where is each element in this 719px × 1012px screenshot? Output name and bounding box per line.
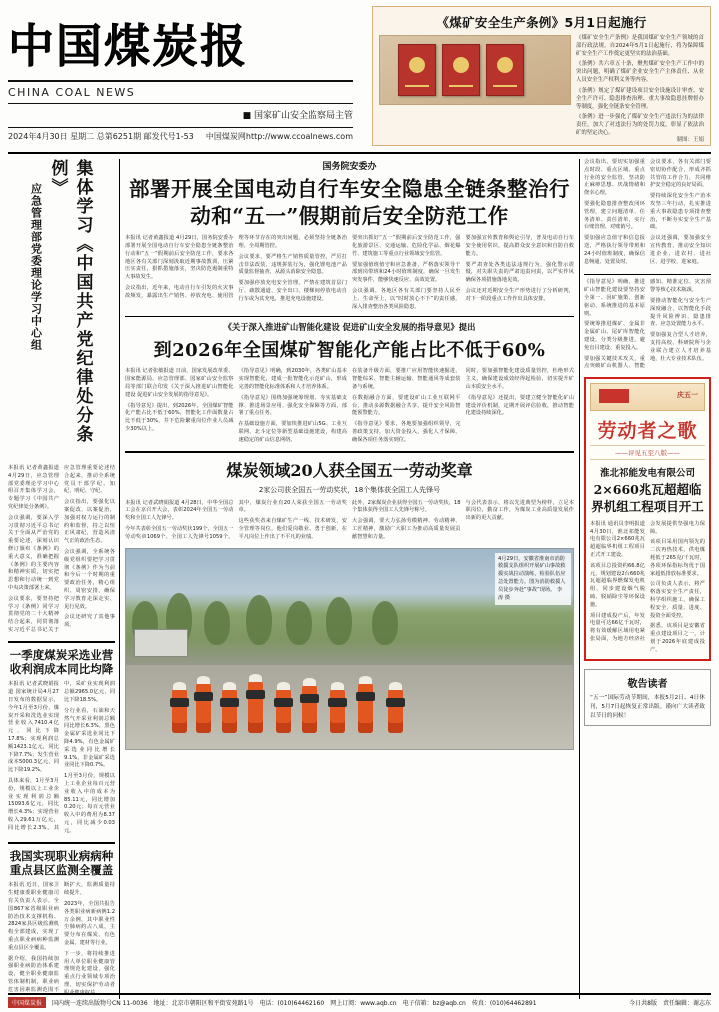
center-column [120,159,579,999]
flag-icon [599,389,629,403]
left-vertical-headline [8,159,115,459]
left-divider-1 [8,641,115,643]
right-article-body [584,159,711,269]
reader-notice-box [584,669,711,727]
paragraph: 会议要求，各有关部门要密切协作配合，形成齐抓共管的工作合力，共同维护安全稳定的良好局面。 [650,159,711,189]
paragraph: 《指导意见》还提出，要建立健全智能化矿山建设评价机制，定期开展评估验收，推动智能化建设持续深化。 [465,394,574,417]
paragraph: 会议指出，近年来，电动自行车引发的火灾事故频发，暴露出生产销售、停放充电、使用管理等环节存在的突出问题，必须坚持全链条治理、全周期管控。 [125,235,347,299]
promo-banner [590,383,705,411]
paragraph: 同时，要加强智能化建设质量管控，杜绝形式主义，确保建设成效经得起检验，切实提升矿山本质安全水平。 [465,368,574,391]
footer-divider [8,993,711,995]
photo-caption: 4月29日，安徽省淮南市消防救援支队组织开展矿山事故救援实战拉动演练，检验队伍应急处置能力。图为消防救援人员徒步奔赴“事故”现场。 李 涛 摄 [495,553,571,606]
masthead-rule-2 [8,103,353,104]
paragraph: 本报讯 近日，国家卫生健康委职业健康司有关负责人表示，全国867家省级职业病防治技术支撑机构、2824家县区级监测机构全部建成，实现了重点职业病病种监测重点县区全覆盖。 [8,882,59,951]
center-shoulder-line: 《关于深入推进矿山智能化建设 促进矿山安全发展的指导意见》提出 [223,322,476,333]
paragraph: 具体来看，1月至3月份，规模以上工业企业实现利润总额15093.6亿元，同比增长4.3%；实现营业收入29.61万亿元，同比增长2.3%。其中，采矿业实现利润总额2965.0亿元，同比下降18.5%。 [8,681,115,831]
center-divider-1 [125,316,574,317]
issue-date: 2024年4月30日 星期二 总第6251期 邮发代号1-53 [8,132,194,142]
paragraph: 此外，2家煤炭企业获得全国五一劳动奖状，18个集体获得全国工人先锋号称号。 [352,499,461,514]
paragraph: 要加强宣传教育和舆论引导，普及电动自行车安全使用常识，提高群众安全意识和自防自救能力。 [465,235,574,257]
paragraph: 《指导意见》明确，推进矿山智能化建设要坚持安全第一、因矿施策、创新驱动、系统推进的基本原则。 [584,279,645,317]
paragraph: 据悉，该项目是安徽省重点建设项目之一，计划于2026年底建成投产。 [650,623,705,653]
left-article3-body [8,882,115,997]
footer-item: 地址：北京市朝阳区和平街安苑路1号 [153,1000,254,1007]
paragraph: 要加强应急值守和信息报送，严格执行领导带班和24小时值班制度，确保信息畅通、处置及时。 [584,235,645,265]
paragraph: 公司负责人表示，将严格落实安全生产责任，科学组织施工，确保工程安全、质量、进度、投资全面受控。 [650,581,705,619]
paragraph: 1月至3月份，规模以上工业企业每百元营业收入中的成本为85.11元，同比增加0.20元；每百元营业收入中的费用为8.37元，同比减少0.03元。 [64,773,115,834]
rescue-drill-photo [125,548,574,750]
center-kicker: 国务院安委办 [322,162,377,172]
footer-item: 今日共8版 [629,1000,657,1007]
left-article-body [8,465,115,635]
newspaper-title: 中国煤炭报 [8,19,248,73]
paragraph: 在装备升级方面，要推广应用智能快速掘进、智能综采、智能主辅运输、智能通风等成套装备与系统。 [352,368,461,391]
promo-body [590,521,705,655]
top-feature-para: 《煤矿安全生产条例》是我国煤矿安全生产领域的首部行政法规，自2024年5月1日起施行，将为保障煤矿安全生产工作奠定更坚实的法治基础。 [576,35,704,57]
promo-subtitle: ——评见五至八版—— [590,445,705,460]
left-article3-title: 我国实现职业病病种重点县区监测全覆盖 [9,848,114,877]
masthead-meta [8,127,353,142]
masthead-divider [8,152,711,154]
center-headline: 部署开展全国电动自行车安全隐患全链条整治行动和“五一”假期前后安全防范工作 [129,177,570,228]
masthead-sponsor: ■ 国家矿山安全监察局主管 [242,111,353,122]
paragraph: 分行业看，石油和天然气开采业利润总额同比增长6.3%，黑色金属矿采选业同比下降4.9%，有色金属矿采选业同比增长9.1%，非金属矿采选业同比下降0.7%。 [64,707,115,769]
masthead-left [8,6,368,146]
paragraph: 要加强停放充电安全管理，严禁在建筑首层门厅、疏散通道、安全出口、楼梯间停放电动自行车或为其充电，推进充电设施建设。 [238,280,347,302]
paragraph: 大会强调，要大力弘扬劳模精神、劳动精神、工匠精神，激励广大职工为推动高质量发展贡献智慧和力量。 [352,518,461,540]
center-article2-body [125,368,574,444]
center-article-body [125,235,574,311]
top-feature-text [576,35,704,141]
promo-box [584,377,711,661]
promo-logo-text: 劳动者之歌 [597,420,698,443]
paragraph: 本报讯 记者张敏报道 日前，国家发展改革委、国家能源局、应急管理部、国家矿山安全监察局等部门联合印发《关于深入推进矿山智能化建设 促进矿山安全发展的指导意见》。 [125,368,234,398]
paragraph: 要强化隐患排查整改闭环管理，建立问题清单、任务清单、责任清单，实行台账管理、对账销号。 [584,200,645,231]
top-feature-credit: 制图：王娟 [676,137,704,143]
right-article2-body [584,279,711,371]
paragraph: 要加强值班值守和应急准备，严格落实领导干部到岗带班和24小时值班制度，确保一旦发生突发事件，能够快速反应、高效处置。 [352,261,461,284]
paragraph: 会议还对近期安全生产形势进行了分析研判，对下一阶段重点工作作出具体安排。 [465,288,574,302]
promo-org-name: 淮北祁能发电有限公司 [599,468,695,480]
top-feature-title: 《煤矿安全生产条例》5月1日起施行 [436,15,647,30]
newspaper-title-english: CHINA COAL NEWS [8,86,136,100]
footer-item: 电子信箱：bz@aqb.cn [402,1000,466,1007]
promo-headline: 2×660兆瓦超超临界机组工程项目开工 [591,482,704,514]
masthead-rule [8,80,353,82]
paragraph: 要加强复合型人才培养，支持高校、科研院所与企业联合建立人才培养基地，壮大专业技术队伍。 [650,332,711,362]
paragraph: 这些获奖者来自煤矿生产一线、技术研发、安全管理等岗位，他们爱岗敬业、勇于创新，在平凡岗位上作出了不平凡的业绩。 [238,518,347,540]
page-footer [8,993,711,1008]
paragraph: 该项目采用国内领先的二次再热技术，供电煤耗低于265克/千瓦时，各项环保指标均优于国家超低排放标准要求。 [650,539,705,577]
right-column [579,159,711,999]
footer-item: 国内统一连续出版物号CN 11-0036 [52,1000,148,1007]
paragraph: 2023年，全国共报告各类职业病新病例1.2万余例，其中职业性尘肺病约占八成，主要分布在煤炭、有色金属、建材等行业。 [64,900,115,946]
paragraph: 会议要求，要严格生产销售质量管控，严厉打击非法改装、违规拼装行为，强化锂电池产品质量监督抽查，从源头消除安全隐患。 [238,253,347,276]
paragraph: 本报讯 记者黄鑫报道 4月29日，应急管理部党委理论学习中心组召开集体学习会，专题学习《中国共产党纪律处分条例》。 [8,465,59,510]
paragraph: 要统筹推进煤矿、金属非金属矿山、尾矿库智能化建设，分类分级推进，避免盲目建设、重复投入。 [584,321,645,351]
center-headline-3: 煤炭领域20人获全国五一劳动奖章 [226,460,473,480]
center-headline-2: 到2026年全国煤矿智能化产能占比不低于60% [153,340,546,362]
paragraph: 会议还强调，要加强安全宣传教育，推动安全知识进企业、进农村、进社区、进学校、进家庭。 [650,235,711,265]
paragraph: 今年共表彰全国五一劳动奖状199个、全国五一劳动奖章1069个、全国工人先锋号1059个。其中，煤炭行业有20人荣获全国五一劳动奖章。 [125,499,347,540]
paragraph: 会议强调，要深入学习贯彻习近平总书记关于全面从严治党的重要论述，深刻认识修订颁布《条例》的重大意义，准确把握《条例》的主要内容和精神实质，切实把思想和行动统一到党中央决策部署上来。 [8,514,59,591]
footer-item: 电话：(010)64462160 [259,1000,325,1007]
paragraph: 会议指出，要强化以案促改、以案促治，加强对权力运行的制约和监督，持之以恒正风肃纪，营造风清气正的政治生态。 [64,499,115,545]
paragraph: 要加强关键技术攻关，重点突破矿山机器人、智能感知、精准定位、灾害预警等核心技术瓶颈。 [584,279,711,370]
regulation-certificates-photo [379,35,571,105]
paragraph: 与会代表表示，将以先进典型为榜样，立足本职岗位，勤奋工作，为煤炭工业高质量发展作出新的更大贡献。 [465,499,574,522]
top-feature-body [379,35,704,141]
main-content [8,159,711,999]
paragraph: 《指导意见》明确，到2030年，各类矿山基本实现智能化，建成一批智能化示范矿山，形成完善的智能化标准体系和人才培养体系。 [238,368,347,391]
footer-item: 责任编辑：谢志东 [662,1000,711,1007]
footer-item: 传真：(010)64462891 [471,1000,537,1007]
left-article2-title: 一季度煤炭采选业营收利润成本同比均降 [9,647,114,677]
center-divider-2 [125,451,574,453]
paragraph: 该项目总投资约66.8亿元，规划建设2台660兆瓦超超临界燃煤发电机组，同步建设烟气脱硫、脱硝除尘等环保设施。 [590,562,645,608]
paragraph: 会议指出，要切实加强重点时段、重点区域、重点行业的安全监管，坚决防止麻痹思想、厌战情绪和侥幸心理。 [584,159,645,197]
left-column [8,159,120,999]
notice-body: “五一”国际劳动节期间，本报5月2日、4日休刊，5月7日起恢复正常出版。谨向广大读者致以节日的问候！ [590,694,705,719]
left-article2-body [8,681,115,835]
footer-row [8,997,711,1008]
paragraph: 会议强调，各地区各有关部门要坚持人民至上、生命至上，以“时时放心不下”的责任感，深入排查整治各类风险隐患。 [352,288,461,310]
center-article3-body [125,500,574,542]
paragraph: 《指导意见》围绕加强统筹规划、夯实基础支撑、推进场景应用、强化安全保障等方面，部署了重点任务。 [238,394,347,417]
paragraph: 下一步，将持续推进用人单位职业健康管理规范化建设，强化重点行业领域专项治理，切实保护劳动者职业健康权益。 [64,950,115,996]
left-divider-2 [8,842,115,844]
paragraph: 要推动智能化与安全生产深度融合，以智能化手段提升风险辨识、隐患排查、应急处置能力水平。 [650,297,711,328]
paragraph: 要持续深化安全生产治本攻坚三年行动，扎实推进重大事故隐患专项排查整治，不断夯实安全生产基础。 [650,193,711,231]
paragraph: 本报讯 记者武晓娟报道 4月28日，中华全国总工会在京召开大会，表彰2024年全国五一劳动奖和全国工人先锋号。 [125,499,234,522]
paragraph: 在基础设施方面，要加快推进矿山5G、工业互联网、北斗定位等新型基础设施建设，构建高速稳定的矿山信息网络。 [238,421,347,443]
paragraph: 要突出抓好“五一”假期前后安全防范工作，强化旅游景区、交通运输、危险化学品、烟花爆竹、建筑施工等重点行业领域安全监管。 [352,235,461,257]
paragraph: 《指导意见》提出，到2026年，全国煤矿智能化产能占比不低于60%，智能化工作面数量占比不低于30%，井下危险繁重岗位作业人员减少30%以上。 [125,402,234,433]
center-subline: 2家公司获全国五一劳动奖状，18个集体获全国工人先锋号 [258,485,441,494]
left-headline-kicker: 应急管理部党委理论学习中心组 [29,183,43,351]
bus-shape [134,629,188,657]
paragraph: 会议还研究了其他事项。 [64,614,115,629]
paragraph: 《指导意见》要求，各地要加强组织领导，完善政策支持，加大资金投入，强化人才保障，确保各项任务落实到位。 [352,421,461,443]
paragraph: 会议强调，全系统各级党组织要把学习贯彻《条例》作为当前和今后一个时期的重要政治任务，精心组织、周密安排，确保学习教育走深走实、见行见效。 [64,548,115,610]
masthead [8,6,711,146]
top-feature-para: 《条例》规定了煤矿建设项目安全设施设计审查、安全生产许可、隐患排查治理、重大事故隐患挂牌督办等制度，强化全链条安全管理。 [576,87,704,110]
paragraph: 项目建成投产后，年发电量可达66亿千瓦时，将有效缓解区域用电紧张局面，为地方经济社会发展提供坚强电力保障。 [590,520,705,643]
footer-item: 网上订阅：www.aqb.cn [330,1000,397,1007]
footer-brand-chip: 中国煤炭报 [8,997,46,1008]
left-headline-main: 集体学习《中国共产党纪律处分条例》 [47,159,93,444]
right-divider-1 [584,274,711,275]
paragraph: 在数据融合方面，要建设矿山工业互联网平台，推动多源数据融合共享，提升安全风险智能预警能力。 [352,394,461,417]
notice-title: 敬告读者 [627,678,668,690]
promo-banner-text: 庆五一 [677,391,698,400]
top-feature-para: 《条例》共六章五十条，聚焦煤矿安全生产工作中的突出问题，明确了煤矿企业安全生产主体责任、从业人员安全生产权利义务等内容。 [576,61,704,84]
paragraph: 据介绍，我国持续加强职业病防治体系建设，健全职业健康监管体制机制，职业病危害因素监测范围不断扩大，监测质量持续提升。 [8,882,115,993]
website-url: 中国煤炭网http://www.ccoalnews.com [205,132,353,142]
top-feature-para: 《条例》进一步强化了煤矿安全生产违法行为的法律责任，加大了对违法行为的处罚力度，彰显了依法治矿的坚定决心。 [576,114,704,137]
paragraph: 本报讯 通讯员李明报道 4月30日，淮北祁能发电有限公司2×660兆瓦超超临界机组工程项目正式开工建设。 [590,520,645,559]
road-shape [126,665,573,749]
top-feature-box [372,6,711,146]
paragraph: 要严肃查处各类违法违规行为，强化警示震慑，对失职失责的严肃追责问责，以严实作风确保各项措施落地见效。 [465,261,574,284]
paragraph: 本报讯 记者黄鑫报道 4月29日，国务院安委办部署开展全国电动自行车安全隐患全链条整治行动和“五一”假期前后安全防范工作，要求各地区各有关部门深刻汲取近期事故教训，压紧压实责任，狠抓措施落实，坚决防范遏制重特大事故发生。 [125,235,234,281]
paragraph: 会议要求，要坚持把学习《条例》同学习贯彻党的二十大精神结合起来，同贯彻落实习近平总书记关于应急管理重要论述结合起来，推动全系统党员干部学纪、知纪、明纪、守纪。 [8,465,115,633]
paragraph: 本报讯 记者武晓娟报道 国家统计局4月27日发布的数据显示，今年1月至3月份，煤炭开采和洗选业实现营业收入7410.4亿元，同比下降17.8%；实现利润总额1423.1亿元，同比下降7.7%；发生营业成本5000.3亿元，同比下降19.2%。 [8,681,59,774]
